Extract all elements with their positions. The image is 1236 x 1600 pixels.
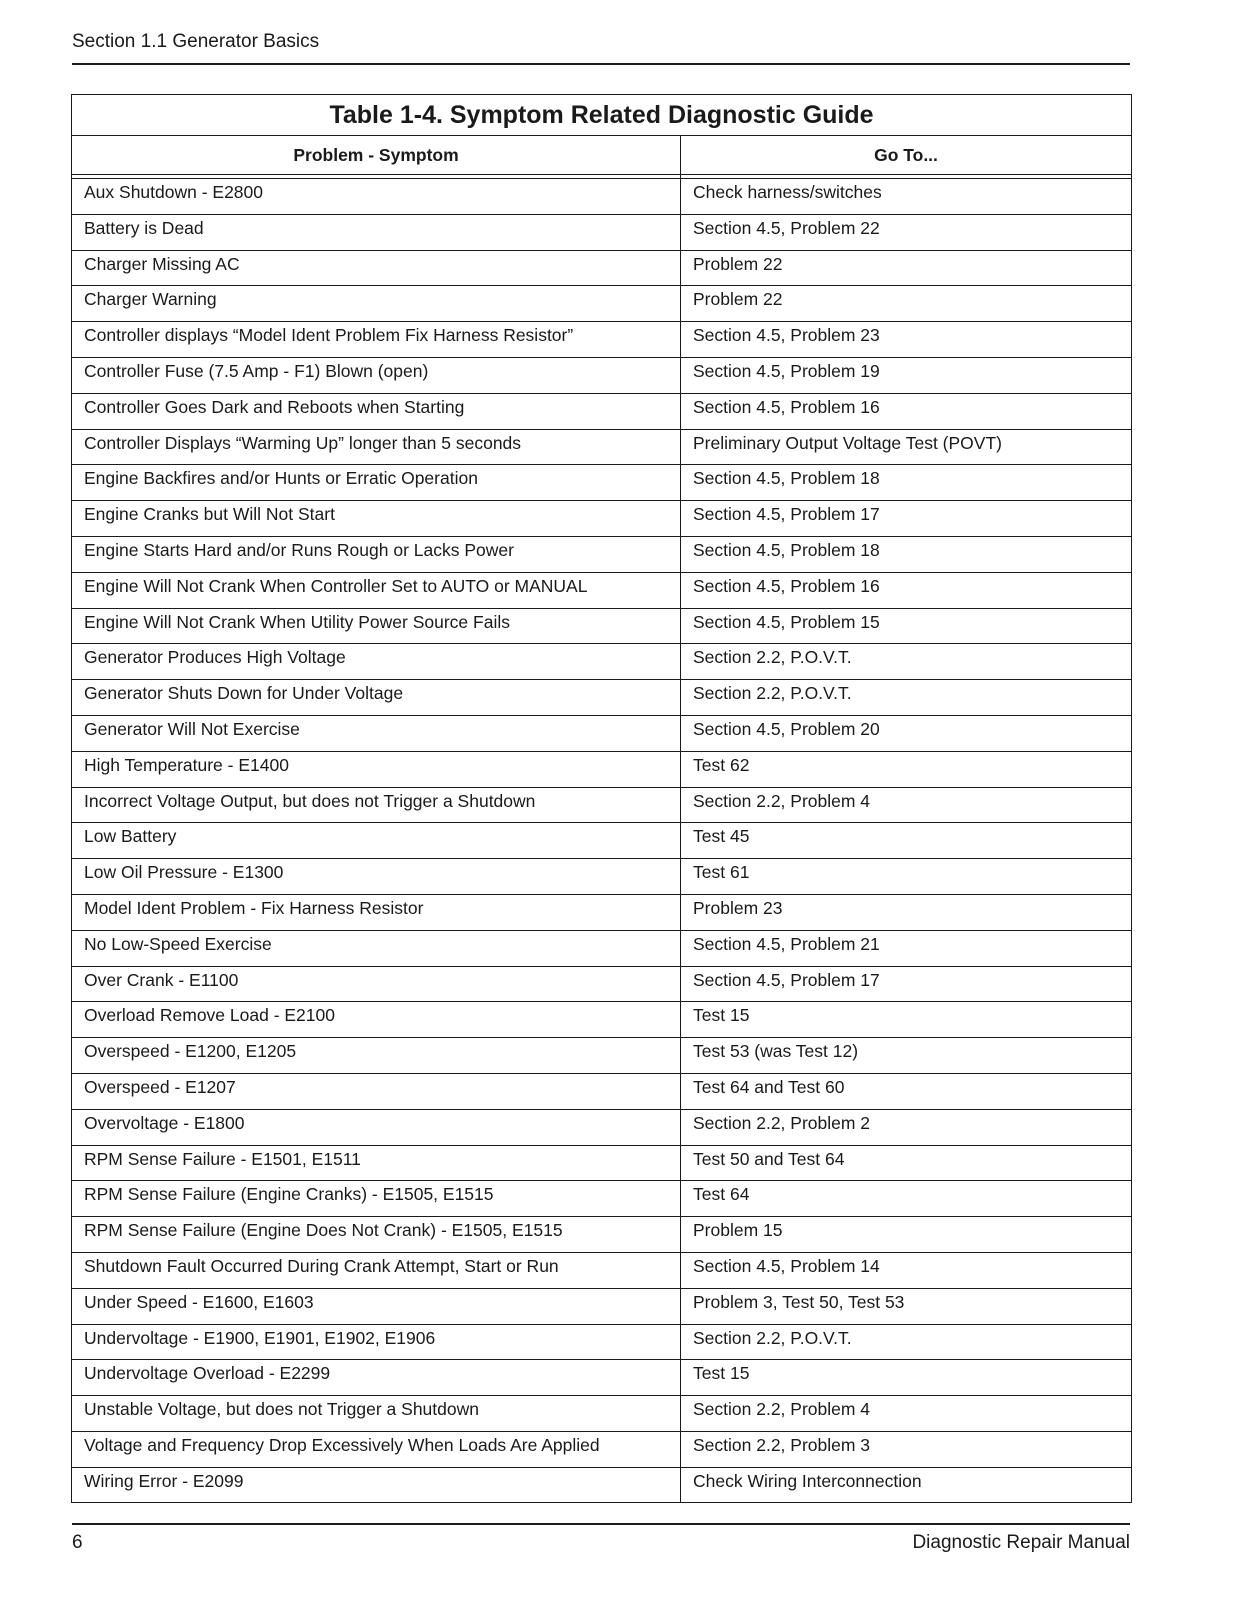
problem-cell: Incorrect Voltage Output, but does not Trigger a Shutdown bbox=[72, 787, 681, 823]
problem-cell: Controller displays “Model Ident Problem Fix Harness Resistor” bbox=[72, 322, 681, 358]
goto-cell: Preliminary Output Voltage Test (POVT) bbox=[681, 429, 1132, 465]
problem-cell: Engine Will Not Crank When Controller Set to AUTO or MANUAL bbox=[72, 572, 681, 608]
goto-cell: Test 15 bbox=[681, 1360, 1132, 1396]
problem-cell: Controller Goes Dark and Reboots when Starting bbox=[72, 393, 681, 429]
problem-cell: Over Crank - E1100 bbox=[72, 966, 681, 1002]
problem-cell: Engine Cranks but Will Not Start bbox=[72, 501, 681, 537]
goto-cell: Problem 22 bbox=[681, 286, 1132, 322]
diagnostic-guide-table bbox=[71, 94, 1132, 1503]
table-row bbox=[72, 859, 1132, 895]
table-row bbox=[72, 1431, 1132, 1467]
problem-cell: Controller Fuse (7.5 Amp - F1) Blown (open) bbox=[72, 357, 681, 393]
goto-cell: Test 61 bbox=[681, 859, 1132, 895]
table-row bbox=[72, 1109, 1132, 1145]
problem-cell: Battery is Dead bbox=[72, 214, 681, 250]
table-row bbox=[72, 465, 1132, 501]
problem-cell: Wiring Error - E2099 bbox=[72, 1467, 681, 1503]
column-header-problem: Problem - Symptom bbox=[72, 136, 681, 175]
problem-cell: Generator Produces High Voltage bbox=[72, 644, 681, 680]
goto-cell: Test 64 bbox=[681, 1181, 1132, 1217]
goto-cell: Section 4.5, Problem 17 bbox=[681, 501, 1132, 537]
table-row bbox=[72, 680, 1132, 716]
table-row bbox=[72, 179, 1132, 215]
goto-cell: Problem 23 bbox=[681, 894, 1132, 930]
table-row bbox=[72, 1252, 1132, 1288]
goto-cell: Check Wiring Interconnection bbox=[681, 1467, 1132, 1503]
problem-cell: Engine Starts Hard and/or Runs Rough or Lacks Power bbox=[72, 536, 681, 572]
table-row bbox=[72, 536, 1132, 572]
problem-cell: Engine Backfires and/or Hunts or Erratic Operation bbox=[72, 465, 681, 501]
table-row bbox=[72, 393, 1132, 429]
problem-cell: Overload Remove Load - E2100 bbox=[72, 1002, 681, 1038]
table-row bbox=[72, 1360, 1132, 1396]
goto-cell: Check harness/switches bbox=[681, 179, 1132, 215]
goto-cell: Section 2.2, P.O.V.T. bbox=[681, 680, 1132, 716]
problem-cell: RPM Sense Failure - E1501, E1511 bbox=[72, 1145, 681, 1181]
goto-cell: Problem 15 bbox=[681, 1217, 1132, 1253]
table-row bbox=[72, 787, 1132, 823]
table-row bbox=[72, 572, 1132, 608]
column-header-goto: Go To... bbox=[681, 136, 1132, 175]
goto-cell: Section 2.2, P.O.V.T. bbox=[681, 644, 1132, 680]
page-footer bbox=[72, 1523, 1130, 1553]
problem-cell: Undervoltage - E1900, E1901, E1902, E1906 bbox=[72, 1324, 681, 1360]
goto-cell: Test 62 bbox=[681, 751, 1132, 787]
problem-cell: Overspeed - E1200, E1205 bbox=[72, 1038, 681, 1074]
problem-cell: Low Battery bbox=[72, 823, 681, 859]
table-row bbox=[72, 751, 1132, 787]
problem-cell: Model Ident Problem - Fix Harness Resistor bbox=[72, 894, 681, 930]
goto-cell: Section 4.5, Problem 16 bbox=[681, 393, 1132, 429]
page-number: 6 bbox=[72, 1532, 83, 1553]
goto-cell: Section 2.2, Problem 3 bbox=[681, 1431, 1132, 1467]
problem-cell: Voltage and Frequency Drop Excessively When Loads Are Applied bbox=[72, 1431, 681, 1467]
goto-cell: Problem 3, Test 50, Test 53 bbox=[681, 1288, 1132, 1324]
table-row bbox=[72, 1288, 1132, 1324]
table-caption-row bbox=[72, 95, 1132, 136]
problem-cell: Unstable Voltage, but does not Trigger a Shutdown bbox=[72, 1396, 681, 1432]
problem-cell: RPM Sense Failure (Engine Cranks) - E1505, E1515 bbox=[72, 1181, 681, 1217]
goto-cell: Test 50 and Test 64 bbox=[681, 1145, 1132, 1181]
page-header bbox=[72, 30, 1130, 65]
goto-cell: Section 4.5, Problem 22 bbox=[681, 214, 1132, 250]
goto-cell: Test 53 (was Test 12) bbox=[681, 1038, 1132, 1074]
table-body bbox=[72, 179, 1132, 1503]
problem-cell: Shutdown Fault Occurred During Crank Attempt, Start or Run bbox=[72, 1252, 681, 1288]
table-header-row bbox=[72, 136, 1132, 175]
table-row bbox=[72, 1002, 1132, 1038]
problem-cell: RPM Sense Failure (Engine Does Not Crank) - E1505, E1515 bbox=[72, 1217, 681, 1253]
problem-cell: Charger Missing AC bbox=[72, 250, 681, 286]
table-row bbox=[72, 286, 1132, 322]
goto-cell: Section 2.2, Problem 4 bbox=[681, 1396, 1132, 1432]
problem-cell: Charger Warning bbox=[72, 286, 681, 322]
goto-cell: Problem 22 bbox=[681, 250, 1132, 286]
goto-cell: Section 2.2, Problem 4 bbox=[681, 787, 1132, 823]
problem-cell: Undervoltage Overload - E2299 bbox=[72, 1360, 681, 1396]
table-row bbox=[72, 608, 1132, 644]
goto-cell: Test 64 and Test 60 bbox=[681, 1073, 1132, 1109]
goto-cell: Section 4.5, Problem 17 bbox=[681, 966, 1132, 1002]
table-row bbox=[72, 823, 1132, 859]
goto-cell: Section 4.5, Problem 15 bbox=[681, 608, 1132, 644]
table-row bbox=[72, 930, 1132, 966]
table-row bbox=[72, 501, 1132, 537]
problem-cell: Overspeed - E1207 bbox=[72, 1073, 681, 1109]
section-title: Section 1.1 Generator Basics bbox=[72, 31, 320, 52]
table-row bbox=[72, 715, 1132, 751]
table-row bbox=[72, 1073, 1132, 1109]
goto-cell: Section 4.5, Problem 23 bbox=[681, 322, 1132, 358]
table-row bbox=[72, 966, 1132, 1002]
problem-cell: Controller Displays “Warming Up” longer than 5 seconds bbox=[72, 429, 681, 465]
goto-cell: Test 45 bbox=[681, 823, 1132, 859]
table-row bbox=[72, 1038, 1132, 1074]
table-row bbox=[72, 894, 1132, 930]
table-row bbox=[72, 322, 1132, 358]
table-row bbox=[72, 1145, 1132, 1181]
goto-cell: Section 2.2, Problem 2 bbox=[681, 1109, 1132, 1145]
goto-cell: Section 4.5, Problem 16 bbox=[681, 572, 1132, 608]
table-row bbox=[72, 429, 1132, 465]
goto-cell: Section 4.5, Problem 21 bbox=[681, 930, 1132, 966]
table-row bbox=[72, 1181, 1132, 1217]
problem-cell: No Low-Speed Exercise bbox=[72, 930, 681, 966]
table-row bbox=[72, 1324, 1132, 1360]
goto-cell: Section 4.5, Problem 18 bbox=[681, 465, 1132, 501]
table-title: Table 1-4. Symptom Related Diagnostic Guide bbox=[72, 95, 1132, 136]
goto-cell: Section 4.5, Problem 19 bbox=[681, 357, 1132, 393]
problem-cell: Generator Will Not Exercise bbox=[72, 715, 681, 751]
problem-cell: Engine Will Not Crank When Utility Power Source Fails bbox=[72, 608, 681, 644]
table-row bbox=[72, 1396, 1132, 1432]
goto-cell: Section 4.5, Problem 14 bbox=[681, 1252, 1132, 1288]
table-row bbox=[72, 214, 1132, 250]
goto-cell: Section 2.2, P.O.V.T. bbox=[681, 1324, 1132, 1360]
problem-cell: Under Speed - E1600, E1603 bbox=[72, 1288, 681, 1324]
table-row bbox=[72, 1217, 1132, 1253]
problem-cell: Low Oil Pressure - E1300 bbox=[72, 859, 681, 895]
problem-cell: High Temperature - E1400 bbox=[72, 751, 681, 787]
manual-title: Diagnostic Repair Manual bbox=[912, 1532, 1130, 1553]
table-row bbox=[72, 250, 1132, 286]
goto-cell: Test 15 bbox=[681, 1002, 1132, 1038]
table-row bbox=[72, 1467, 1132, 1503]
goto-cell: Section 4.5, Problem 20 bbox=[681, 715, 1132, 751]
goto-cell: Section 4.5, Problem 18 bbox=[681, 536, 1132, 572]
problem-cell: Aux Shutdown - E2800 bbox=[72, 179, 681, 215]
problem-cell: Generator Shuts Down for Under Voltage bbox=[72, 680, 681, 716]
problem-cell: Overvoltage - E1800 bbox=[72, 1109, 681, 1145]
table-row bbox=[72, 357, 1132, 393]
table-row bbox=[72, 644, 1132, 680]
